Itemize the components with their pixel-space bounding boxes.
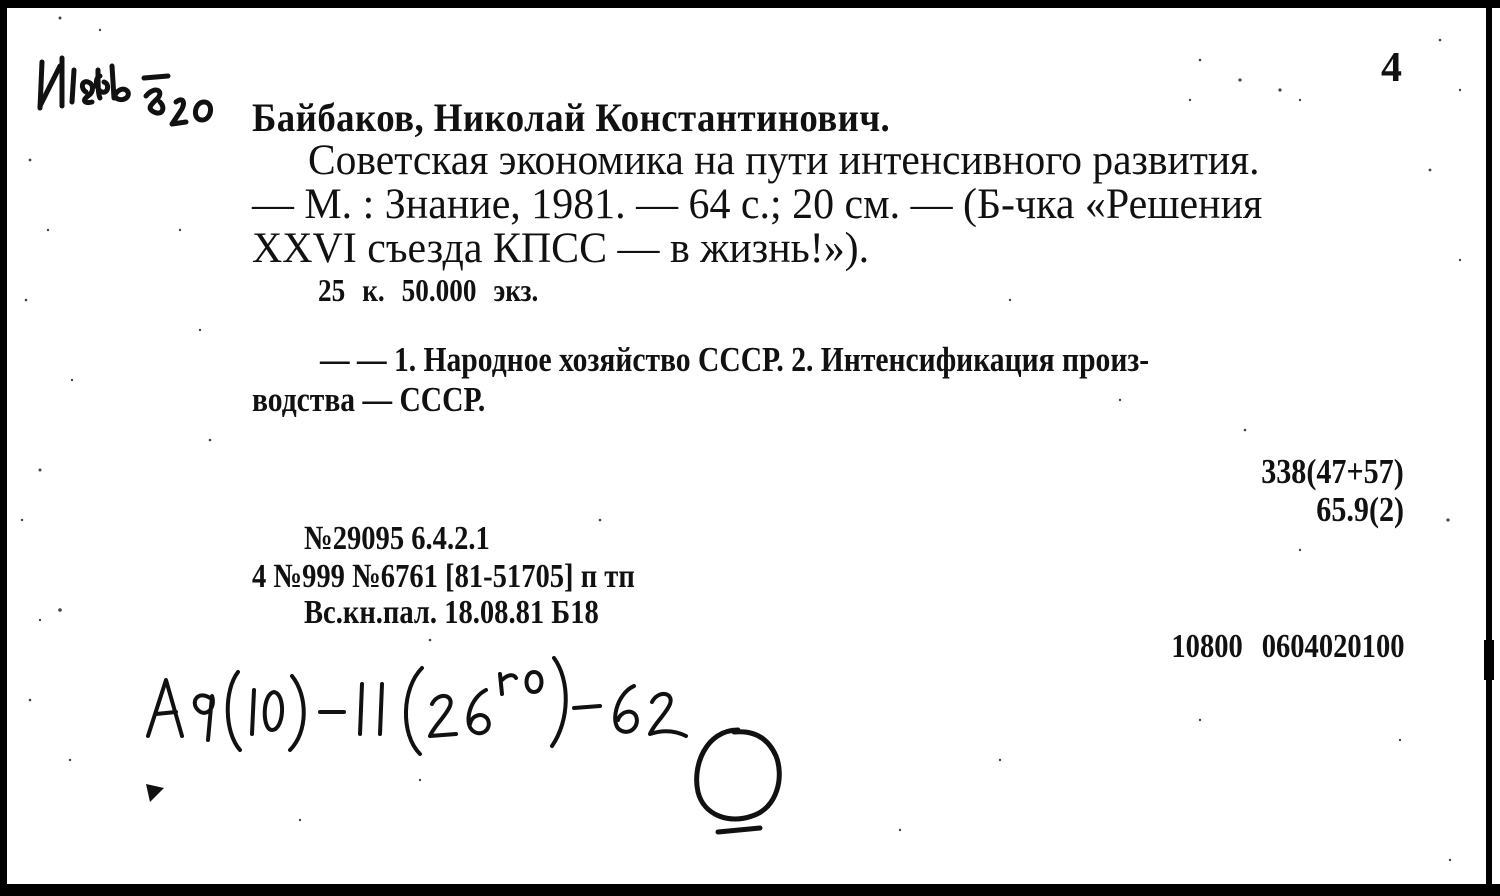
udc-code: 338(47+57): [1261, 452, 1404, 491]
pointer-mark: [144, 782, 168, 804]
card-frame-right: [1486, 0, 1492, 896]
title-line-1: Советская экономика на пути интенсивного развития.: [308, 137, 1260, 184]
card-frame-right-mark: [1484, 640, 1494, 680]
card-frame-left: [0, 0, 7, 896]
print-code: 10800 0604020100: [1170, 628, 1404, 665]
card-frame-top: [0, 0, 1500, 8]
author-heading: Байбаков, Николай Константинович.: [252, 95, 891, 140]
handwritten-shelf-mark: [138, 650, 698, 760]
subject-headings-line-2: водства — СССР.: [252, 380, 486, 419]
title-line-2: — М. : Знание, 1981. — 64 с.; 20 см. — (Б-чка «Решения: [252, 181, 1263, 228]
registry-numbers: 4 №999 №6761 [81-51705] п тп: [252, 558, 635, 595]
card-frame-bottom: [0, 884, 1500, 896]
card-number: 4: [1381, 45, 1402, 91]
price-and-print-run: 25 к. 50.000 экз.: [318, 272, 539, 308]
bbk-code: 65.9(2): [1316, 490, 1404, 529]
subject-headings-line-1: — — 1. Народное хозяйство СССР. 2. Интенсификация произ-: [320, 340, 1150, 379]
order-number: №29095 6.4.2.1: [304, 520, 490, 557]
title-line-3: XXVI съезда КПСС — в жизнь!»).: [252, 225, 870, 272]
book-chamber-date: Вс.кн.пал. 18.08.81 Б18: [304, 594, 599, 631]
handwritten-circle-mark: [684, 720, 794, 840]
handwritten-call-number: [36, 40, 236, 140]
